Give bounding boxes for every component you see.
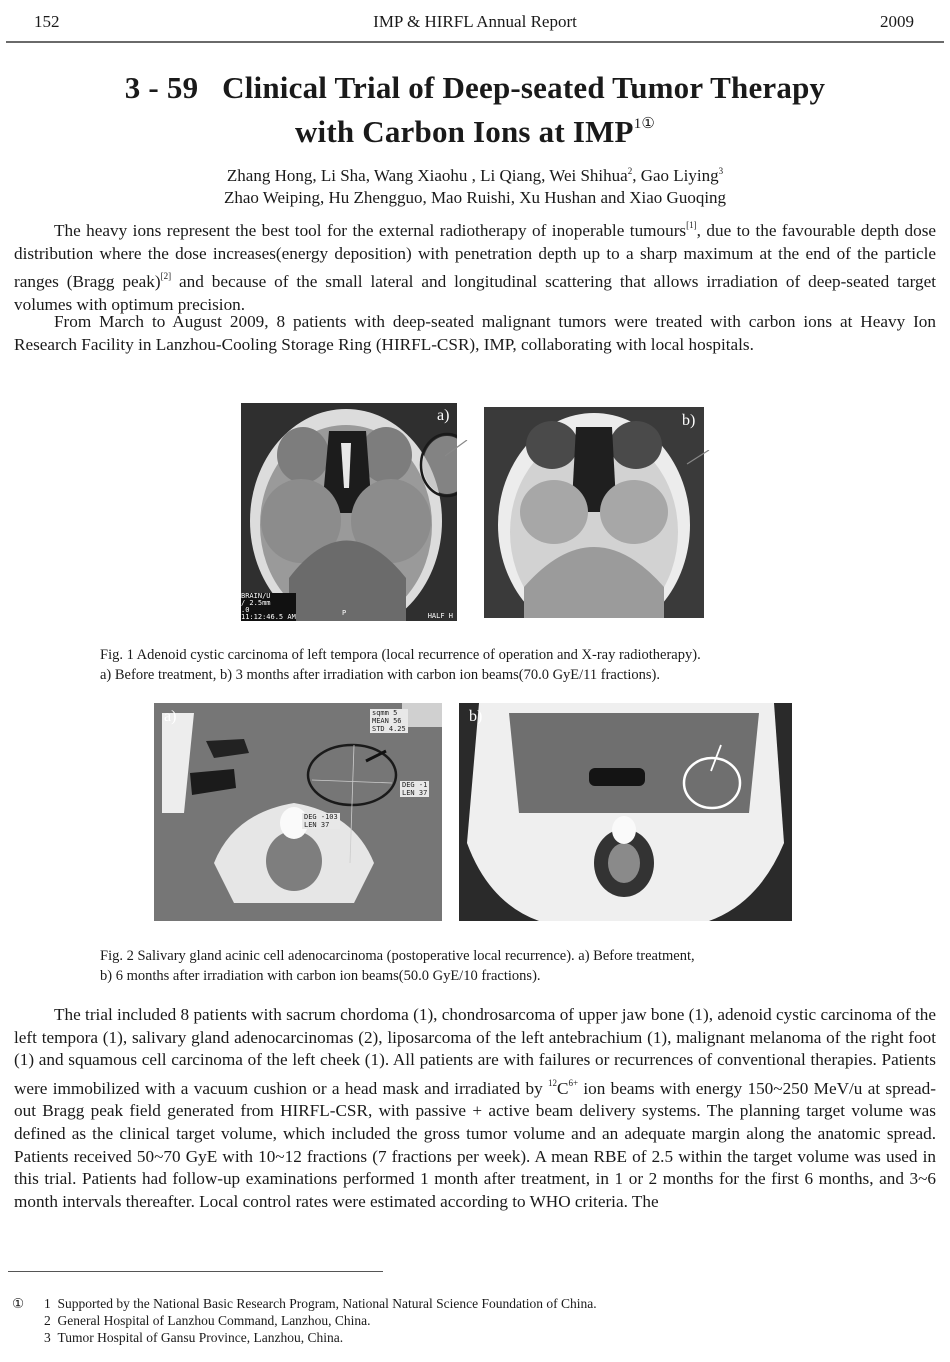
fig2-b-label: b) bbox=[469, 708, 483, 725]
p1-text-c: and because of the small lateral and longitudinal scattering that allows irradiation of deep-seated target volumes with optimum precision. bbox=[14, 272, 936, 314]
overlay-text: LEN 37 bbox=[304, 821, 330, 829]
overlay-text: STD 4.25 bbox=[372, 725, 406, 733]
overlay-text: / 2.5mm bbox=[241, 599, 271, 607]
footnote-3 bbox=[44, 1330, 343, 1346]
author-list bbox=[0, 160, 950, 209]
p1-text-b: , due to the favourable depth dose distribution where the dose increases(energy deposition) with penetration depth up to a sharp maximum at the end of the particle ranges (Bragg peak) bbox=[14, 221, 937, 292]
overlay-text: 11:12:46.5 AM bbox=[241, 613, 296, 621]
fig1-a-overlay bbox=[241, 593, 296, 621]
fig2-caption-line-2: b) 6 months after irradiation with carbon ion beams(50.0 GyE/10 fractions). bbox=[100, 968, 541, 984]
affiliation-mark-3[interactable]: 3 bbox=[718, 166, 724, 176]
overlay-text: .0 bbox=[241, 606, 250, 614]
paragraph-intro bbox=[14, 214, 936, 316]
authors-text-1b: , Gao Liying bbox=[632, 166, 719, 185]
fig1-a-label: a) bbox=[437, 407, 450, 424]
overlay-text: BRAIN/U bbox=[241, 592, 271, 600]
fig1-b-label: b) bbox=[682, 412, 696, 429]
title-line-1 bbox=[0, 70, 950, 106]
footnote-marker: ① bbox=[12, 1296, 25, 1311]
fig2-a-label: a) bbox=[164, 708, 177, 725]
header-rule bbox=[6, 41, 944, 43]
fig1-caption bbox=[100, 645, 900, 685]
footnote-1 bbox=[44, 1296, 597, 1312]
overlay-text: P bbox=[342, 609, 347, 617]
fig2-panel-a-ct-scan bbox=[154, 703, 442, 921]
citation-2[interactable]: [2] bbox=[160, 271, 172, 282]
title-footnote-mark[interactable]: 1① bbox=[633, 116, 656, 132]
authors-line-1 bbox=[0, 160, 950, 187]
footnote-rule bbox=[8, 1271, 383, 1272]
ct-neck-before-image bbox=[154, 703, 442, 921]
journal-title: IMP & HIRFL Annual Report bbox=[373, 12, 577, 31]
fig1-a-arrow-icon bbox=[443, 440, 468, 460]
overlay-text: LEN 37 bbox=[402, 789, 428, 797]
fig2-a-angle-overlay-right bbox=[400, 781, 429, 797]
p3-text-b: ion beams with energy 150~250 MeV/u at spread-out Bragg peak field generated from HIRFL-CSR, with passive + active beam delivery systems. The planning target volume was defined as the clinical target volume, which included the gross tumor volume and an adequate margin along the anatomic spread. Patients received 50~70 GyE with 10~12 fractions (7 fractions per week). A mean RBE of 2.5 within the target volume was used in this trial. Patients had follow-up examinations performed 1 month after treatment, in 1 or 2 months for the first 6 months, and 3~6 month intervals thereafter. Local control rates were estimated according to WHO criteria. The bbox=[14, 1078, 936, 1211]
title-line-2 bbox=[0, 106, 950, 150]
overlay-text: HALF H bbox=[427, 612, 453, 620]
title-text-2: with Carbon Ions at IMP bbox=[294, 114, 634, 149]
fig1-caption-line-2: a) Before treatment, b) 3 months after irradiation with carbon ion beams(70.0 GyE/11 fractions). bbox=[100, 667, 660, 683]
running-header bbox=[0, 0, 950, 44]
footnote-text: General Hospital of Lanzhou Command, Lanzhou, China. bbox=[57, 1313, 371, 1328]
article-title bbox=[0, 70, 950, 150]
title-text-1: Clinical Trial of Deep-seated Tumor Therapy bbox=[222, 70, 826, 105]
footnote-num: 3 bbox=[44, 1330, 51, 1345]
fig1-caption-line-1: Fig. 1 Adenoid cystic carcinoma of left tempora (local recurrence of operation and X-ray radiotherapy). bbox=[100, 647, 701, 663]
footnote-num: 1 bbox=[44, 1296, 51, 1311]
footnote-text: Tumor Hospital of Gansu Province, Lanzhou, China. bbox=[57, 1330, 344, 1345]
ct-brain-after-image bbox=[484, 407, 704, 618]
mri-neck-after-image bbox=[459, 703, 792, 921]
isotope-element: C bbox=[556, 1078, 569, 1098]
fig2-a-angle-overlay-bottom bbox=[302, 813, 340, 829]
footnote-num: 2 bbox=[44, 1313, 51, 1328]
page-number: 152 bbox=[34, 12, 60, 31]
ct-brain-before-image bbox=[241, 403, 457, 621]
footnote-2 bbox=[44, 1313, 371, 1329]
article-number: 3 - 59 bbox=[124, 70, 199, 105]
fig1-b-arrow-icon bbox=[686, 450, 710, 466]
isotope-mass: 12 bbox=[547, 1077, 557, 1088]
fig2-a-stats-overlay bbox=[370, 709, 408, 733]
authors-text-1: Zhang Hong, Li Sha, Wang Xiaohu , Li Qiang, Wei Shihua bbox=[226, 166, 628, 185]
footnote-text: Supported by the National Basic Research Program, National Natural Science Foundation of China. bbox=[57, 1296, 597, 1311]
fig1-panel-a-ct-scan bbox=[241, 403, 457, 621]
overlay-text: sqmm 5 bbox=[372, 709, 398, 717]
overlay-text: DEG -103 bbox=[304, 813, 338, 821]
fig2-panel-b-mri-scan bbox=[459, 703, 792, 921]
isotope-charge: 6+ bbox=[568, 1077, 579, 1088]
authors-line-2: Zhao Weiping, Hu Zhengguo, Mao Ruishi, Xu Hushan and Xiao Guoqing bbox=[223, 188, 727, 207]
journal-year: 2009 bbox=[880, 12, 914, 31]
p1-text-a: The heavy ions represent the best tool for the external radiotherapy of inoperable tumours bbox=[54, 221, 687, 240]
fig2-caption bbox=[100, 946, 900, 986]
p3-text-a: The trial included 8 patients with sacrum chordoma (1), chondrosarcoma of upper jaw bone (1), adenoid cystic carcinoma of the left tempora (1), salivary gland adenocarcinomas (2), liposarcoma of the left antebrachium (1), malignant melanoma of the right foot (1) and squamous cell carcinoma of the left cheek (1). All patients are with failures or recurrences of conventional therapies. Patients were immobilized with a vacuum cushion or a head mask and irradiated by bbox=[14, 1005, 936, 1098]
paragraph-trial-details bbox=[14, 1004, 936, 1213]
overlay-text: DEG -1 bbox=[402, 781, 428, 789]
affiliation-mark-2[interactable]: 2 bbox=[627, 166, 633, 176]
citation-1[interactable]: [1] bbox=[686, 220, 697, 230]
overlay-text: MEAN 56 bbox=[372, 717, 402, 725]
paragraph-treatment-period: From March to August 2009, 8 patients with deep-seated malignant tumors were treated with carbon ions at Heavy Ion Research Facility in Lanzhou-Cooling Storage Ring (HIRFL-CSR), IMP, collaborating with local hospitals. bbox=[14, 312, 936, 354]
fig1-panel-b-ct-scan bbox=[484, 407, 704, 618]
fig2-caption-line-1: Fig. 2 Salivary gland acinic cell adenocarcinoma (postoperative local recurrence). a) Before treatment, bbox=[100, 948, 695, 964]
